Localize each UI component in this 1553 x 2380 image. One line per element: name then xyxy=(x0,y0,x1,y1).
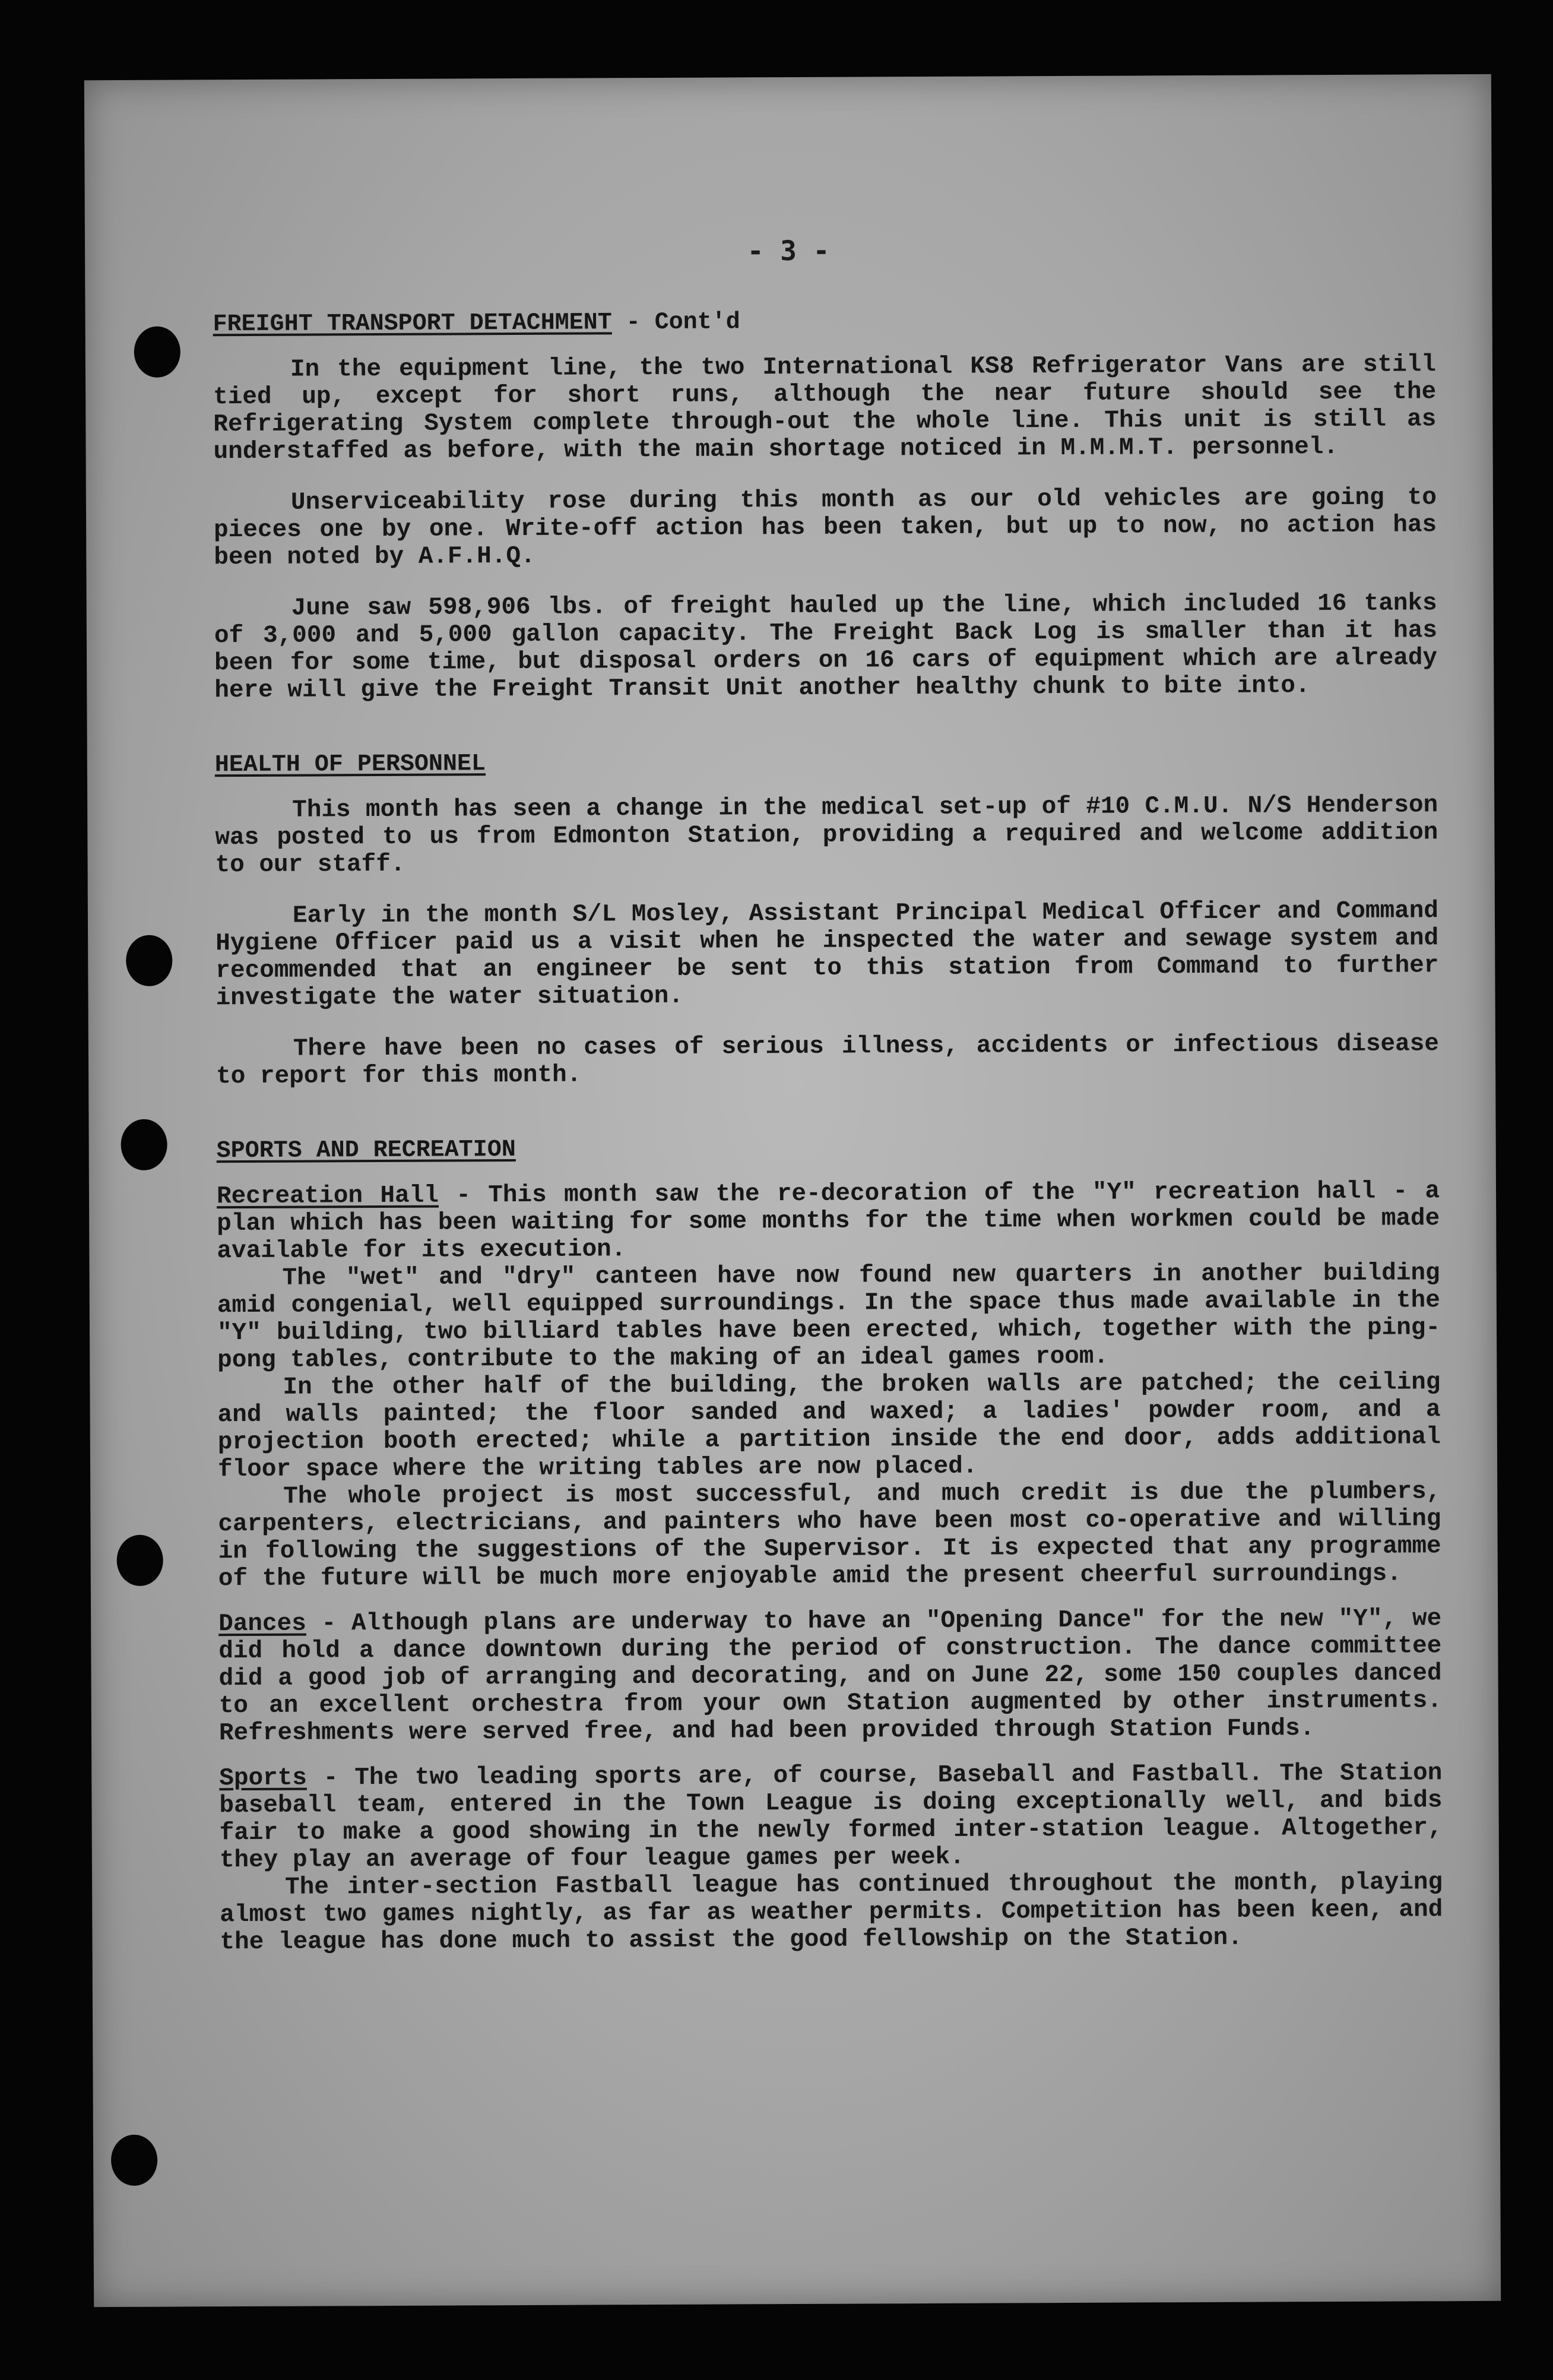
subsection-lead-text: - This month saw the re-decoration of the "Y" recreation hall - a plan which has been waiting for some months for the time when workmen could be made available for its execution. xyxy=(217,1178,1440,1265)
section-heading-sports xyxy=(217,1132,1440,1165)
punch-hole xyxy=(111,2135,157,2186)
heading-text: FREIGHT TRANSPORT DETACHMENT xyxy=(213,309,612,338)
punch-hole xyxy=(117,1535,163,1586)
heading-suffix: - Cont'd xyxy=(611,309,740,337)
subsection-lead xyxy=(219,1759,1443,1874)
heading-text: HEALTH OF PERSONNEL xyxy=(214,751,486,779)
page-number: - 3 - xyxy=(747,234,830,267)
document-body xyxy=(213,306,1443,1974)
paragraph: The inter-section Fastball league has continued throughout the month, playing almost two games nightly, as far as weather permits. Competition has been keen, and the league has done much to assist the good fellowship on the Station. xyxy=(220,1869,1443,1957)
punch-hole xyxy=(126,935,172,986)
paragraph: There have been no cases of serious illness, accidents or infectious disease to report for this month. xyxy=(216,1030,1440,1091)
section-heading-freight xyxy=(213,306,1436,338)
paragraph: June saw 598,906 lbs. of freight hauled up the line, which included 16 tanks of 3,000 and 5,000 gallon capacity. The Freight Back Log is smaller than it has been for some time, but disposal orders on 16 cars of equipment which are already here will give the Freight Transit Unit another healthy chunk to bite into. xyxy=(214,590,1438,705)
paragraph: The whole project is most successful, and much credit is due the plumbers, carpenters, electricians, and painters who have been most co-operative and willing in following the suggestions of the Supervisor. It is expected that any programme of the future will be much more enjoyable amid the present cheerful surroundings. xyxy=(218,1478,1441,1593)
paragraph: This month has seen a change in the medical set-up of #10 C.M.U. N/S Henderson was posted to us from Edmonton Station, providing a required and welcome addition to our staff. xyxy=(215,792,1438,879)
section-heading-health xyxy=(215,746,1438,779)
document-page xyxy=(84,74,1501,2307)
punch-hole xyxy=(121,1119,167,1170)
subsection-lead-text: - Although plans are underway to have an "Opening Dance" for the new "Y", we did hold a dance downtown during the period of construction. The dance committee did a good job of arranging and decorating, and on June 22, some 150 couples danced to an excellent orchestra from your own Station augmented by other instruments. Refreshments were served free, and had been provided through Station Funds. xyxy=(218,1605,1442,1748)
subsection-label: Dances xyxy=(218,1610,306,1638)
paragraph: In the other half of the building, the broken walls are patched; the ceiling and walls painted; the floor sanded and waxed; a ladies' powder room, and a projection booth erected; while a partition inside the end door, adds additional floor space where the writing tables are now placed. xyxy=(217,1369,1441,1484)
subsection-dances xyxy=(218,1605,1442,1747)
subsection-lead-text: - The two leading sports are, of course, Baseball and Fastball. The Station baseball team, entered in the Town League is doing exceptionally well, and bids fair to make a good showing in the newly formed inter-station league. Altogether, they play an average of four league games per week. xyxy=(219,1759,1443,1875)
paragraph: In the equipment line, the two International KS8 Refrigerator Vans are still tied up, except for short runs, although the near future should see the Refrigerating System complete through-out the whole line. This unit is still as understaffed as before, with the main shortage noticed in M.M.M.T. personnel. xyxy=(213,351,1437,466)
paragraph: Early in the month S/L Mosley, Assistant Principal Medical Officer and Command Hygiene Officer paid us a visit when he inspected the water and sewage system and recommended that an engineer be sent to this station from Command to further investigate the water situation. xyxy=(215,897,1439,1012)
subsection-label: Recreation Hall xyxy=(216,1182,439,1211)
heading-text: SPORTS AND RECREATION xyxy=(216,1137,516,1165)
subsection-sports xyxy=(219,1759,1443,1956)
paragraph: The "wet" and "dry" canteen have now found new quarters in another building amid congenial, well equipped surroundings. In the space thus made available in the "Y" building, two billiard tables have been erected, which, together with the ping-pong tables, contribute to the making of an ideal games room. xyxy=(217,1259,1441,1375)
subsection-label: Sports xyxy=(219,1764,308,1793)
punch-hole xyxy=(134,326,180,377)
subsection-lead xyxy=(218,1605,1442,1747)
paragraph: Unserviceability rose during this month as our old vehicles are going to pieces one by one. Write-off action has been taken, but up to now, no action has been noted by A.F.H.Q. xyxy=(214,484,1437,572)
subsection-lead xyxy=(217,1178,1440,1265)
subsection-recreation-hall xyxy=(217,1178,1441,1593)
